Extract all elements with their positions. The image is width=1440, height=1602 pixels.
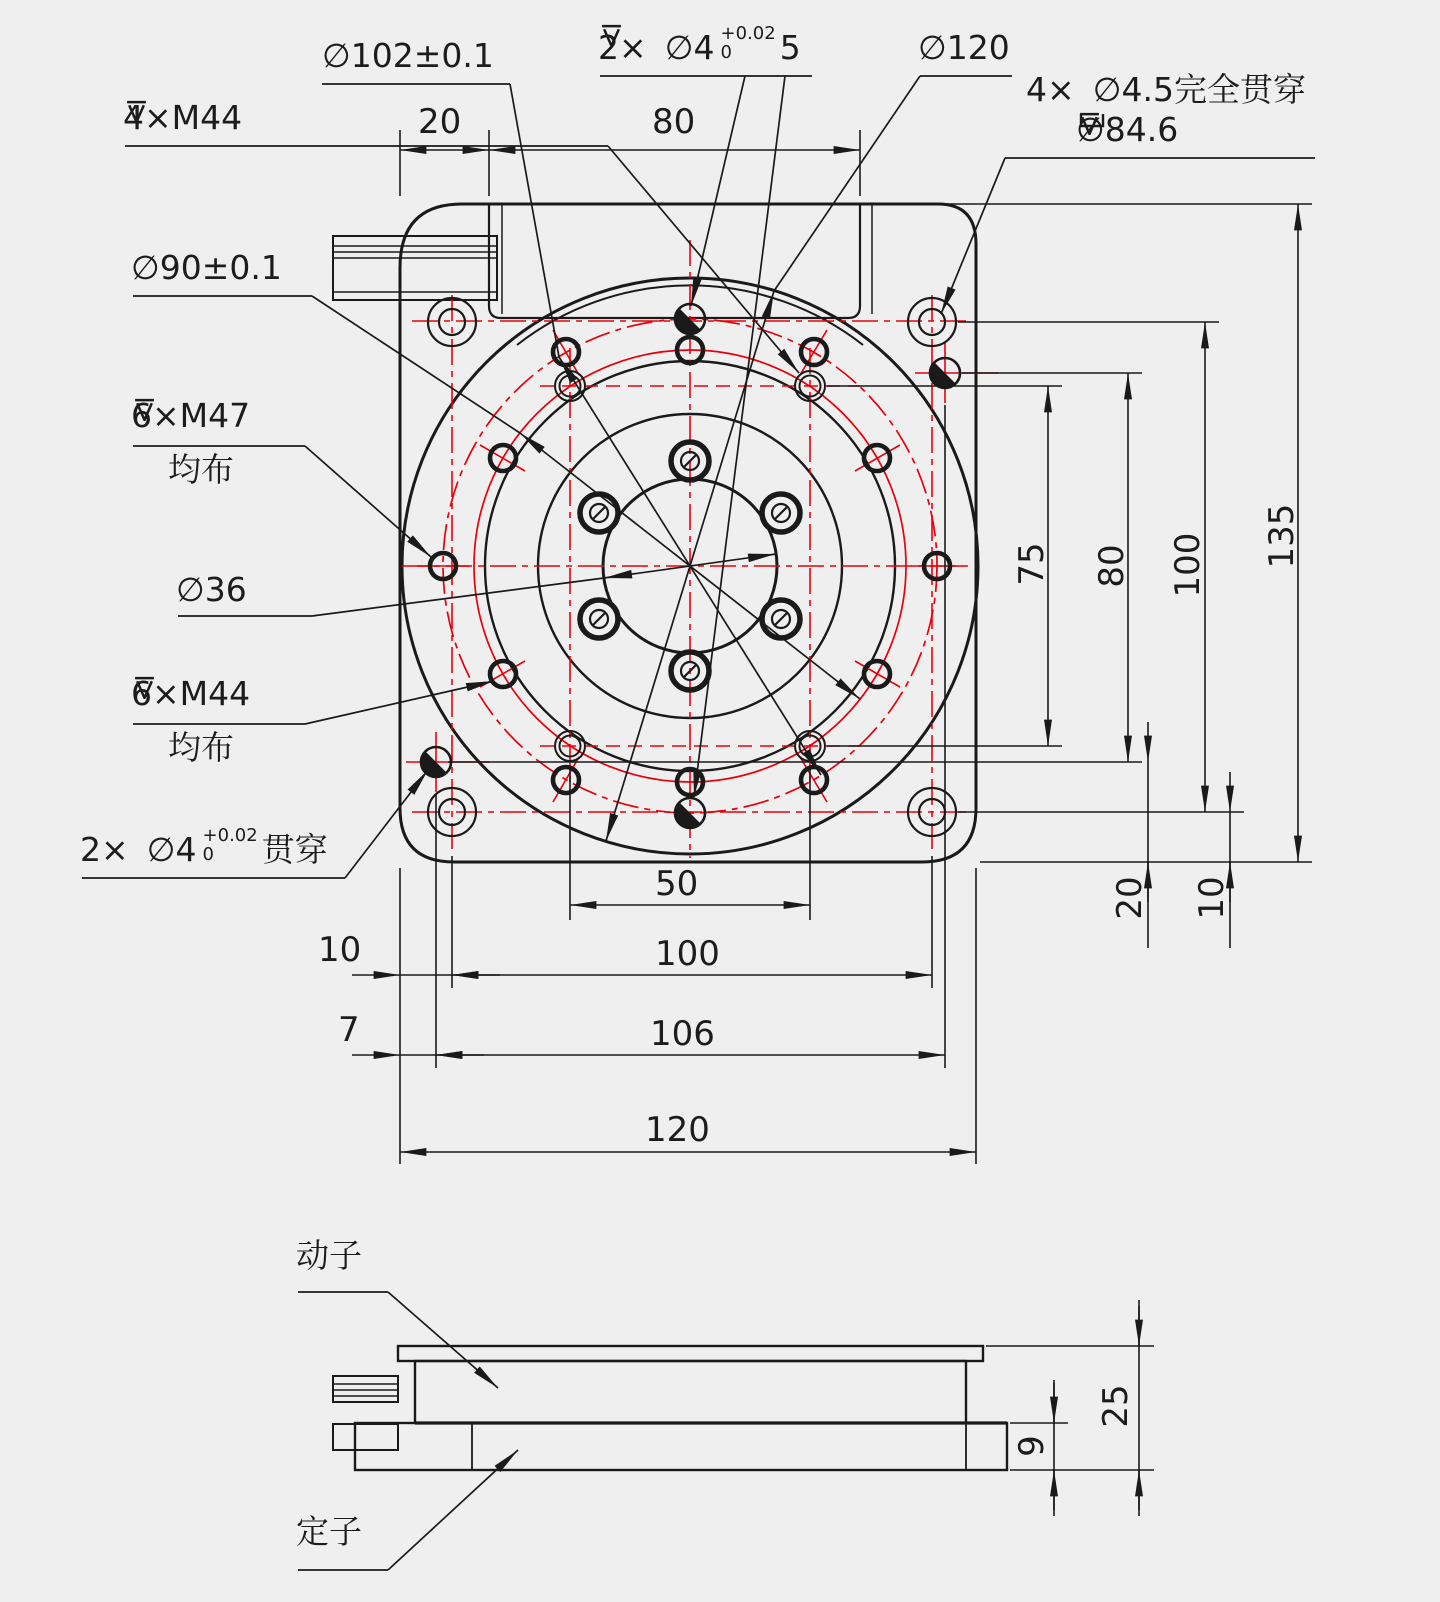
dim-right-135: 135	[1262, 503, 1302, 569]
dim-bottom-50: 50	[655, 864, 699, 904]
callout-counterbore-line2: ∅8 4.6	[1076, 110, 1179, 149]
dim-right-80: 80	[1092, 544, 1132, 588]
dim-side-9: 9	[1012, 1435, 1052, 1457]
callout-blind-pins: 2× ∅4 +0.02 0 5	[598, 23, 801, 68]
depth-icon	[1079, 112, 1100, 135]
dim-bottom-100: 100	[655, 934, 720, 974]
depth-icon	[601, 24, 622, 47]
dim-top-80: 80	[652, 102, 696, 142]
callout-m4x4-bottom: 6×M4 4	[131, 674, 251, 713]
plan-connector	[333, 236, 497, 300]
dim-bottom-10: 10	[318, 930, 362, 970]
callout-counterbore-line1: 4× ∅4.5 完全贯穿	[1026, 70, 1307, 109]
depth-icon	[134, 676, 155, 699]
callout-m4x4-bottom-note: 均布	[168, 728, 234, 767]
callout-m4x4-top: 4×M4 4	[123, 98, 243, 137]
callout-through-pins: 2× ∅4 +0.02 0 贯穿	[80, 825, 328, 870]
dim-top-20: 20	[418, 102, 462, 142]
depth-icon	[126, 100, 147, 123]
dim-bottom-106: 106	[650, 1014, 715, 1054]
tolerance-stack: +0.02 0	[720, 23, 776, 64]
dim-right-10: 10	[1192, 876, 1232, 920]
dim-right-20: 20	[1110, 876, 1150, 920]
dim-bottom-7: 7	[338, 1010, 360, 1050]
callout-m4x7-note: 均布	[168, 450, 234, 489]
dim-bottom-120: 120	[645, 1110, 710, 1150]
dim-right-75: 75	[1012, 542, 1052, 586]
callout-m4x7: 6×M4 7	[131, 396, 251, 435]
callout-phi120: ∅120	[918, 28, 1010, 67]
callout-phi102: ∅102±0.1	[322, 36, 494, 75]
plan-plate-outline	[400, 204, 976, 862]
callout-phi36: ∅36	[176, 570, 247, 609]
callout-mover: 动子	[296, 1236, 362, 1275]
callout-stator: 定子	[296, 1512, 362, 1551]
tolerance-stack: +0.02 0	[202, 825, 258, 866]
callout-phi90: ∅90±0.1	[131, 248, 282, 287]
side-view	[333, 1346, 1007, 1470]
depth-icon	[134, 398, 155, 421]
dim-side-25: 25	[1096, 1384, 1136, 1428]
dim-right-100: 100	[1168, 532, 1208, 598]
